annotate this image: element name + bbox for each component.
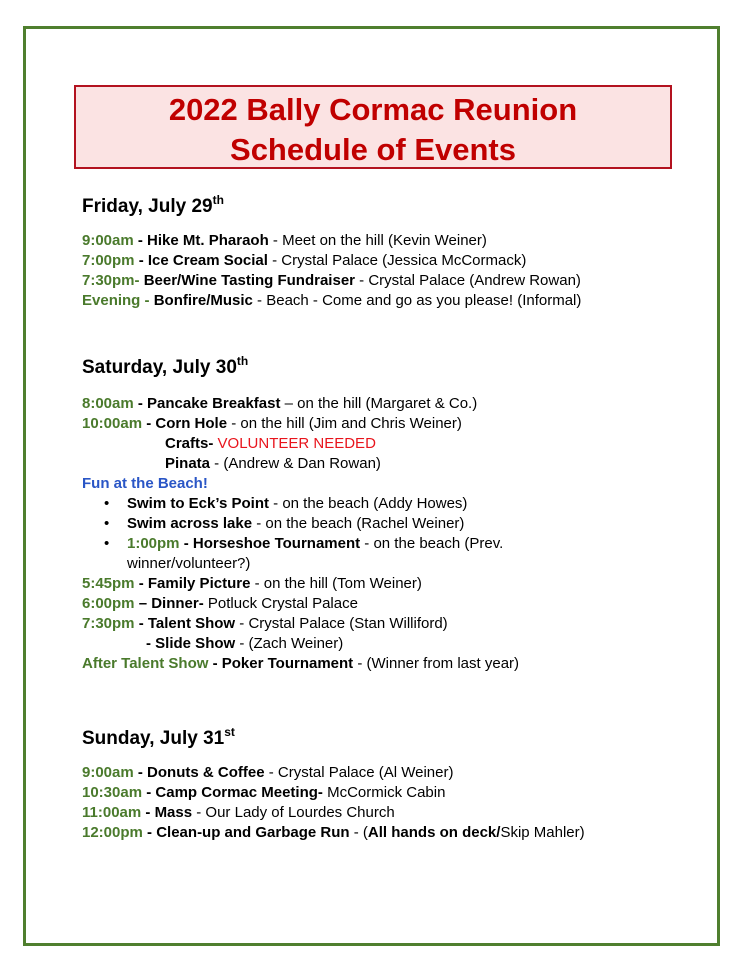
event-row: 11:00am - Mass - Our Lady of Lourdes Church xyxy=(82,804,395,821)
event-row: After Talent Show - Poker Tournament - (Winner from last year) xyxy=(82,655,520,672)
sunday-heading: Sunday, July 31st xyxy=(82,725,235,749)
beach-list xyxy=(82,494,702,574)
event-row: 7:30pm - Talent Show - Crystal Palace (Stan Williford) xyxy=(82,615,448,632)
event-row: 5:45pm - Family Picture - on the hill (Tom Weiner) xyxy=(82,575,422,592)
event-row: 7:00pm - Ice Cream Social - Crystal Palace (Jessica McCormack) xyxy=(82,252,527,269)
event-row: 9:00am - Hike Mt. Pharaoh - Meet on the hill (Kevin Weiner) xyxy=(82,232,487,249)
saturday-heading: Saturday, July 30th xyxy=(82,354,249,378)
list-item-continuation: winner/volunteer?) xyxy=(127,555,251,572)
beach-heading: Fun at the Beach! xyxy=(82,475,208,492)
event-row: 6:00pm – Dinner- Potluck Crystal Palace xyxy=(82,595,358,612)
sunday-events xyxy=(82,763,702,843)
event-row: 12:00pm - Clean-up and Garbage Run - (All hands on deck/Skip Mahler) xyxy=(82,824,585,841)
title-line-2: Schedule of Events xyxy=(230,132,516,167)
title-line-1: 2022 Bally Cormac Reunion xyxy=(168,92,578,127)
event-row: Pinata - (Andrew & Dan Rowan) xyxy=(165,455,381,472)
list-item: • 1:00pm - Horseshoe Tournament - on the beach (Prev. xyxy=(104,535,504,552)
friday-heading: Friday, July 29th xyxy=(82,193,224,217)
event-row: - Slide Show - (Zach Weiner) xyxy=(146,635,344,652)
event-row: 7:30pm- Beer/Wine Tasting Fundraiser - Crystal Palace (Andrew Rowan) xyxy=(82,272,581,289)
list-item: • Swim to Eck’s Point - on the beach (Addy Howes) xyxy=(104,495,468,512)
event-row: Crafts- VOLUNTEER NEEDED xyxy=(165,435,376,452)
event-row: Evening - Bonfire/Music - Beach - Come and go as you please! (Informal) xyxy=(82,292,582,309)
event-row: 10:30am - Camp Cormac Meeting- McCormick Cabin xyxy=(82,784,446,801)
title-banner xyxy=(74,85,672,169)
saturday-events xyxy=(82,394,702,674)
event-row: 8:00am - Pancake Breakfast – on the hill (Margaret & Co.) xyxy=(82,395,478,412)
friday-events xyxy=(82,231,702,311)
event-row: 10:00am - Corn Hole - on the hill (Jim and Chris Weiner) xyxy=(82,415,462,432)
list-item: • Swim across lake - on the beach (Rachel Weiner) xyxy=(104,515,465,532)
event-row: 9:00am - Donuts & Coffee - Crystal Palace (Al Weiner) xyxy=(82,764,454,781)
